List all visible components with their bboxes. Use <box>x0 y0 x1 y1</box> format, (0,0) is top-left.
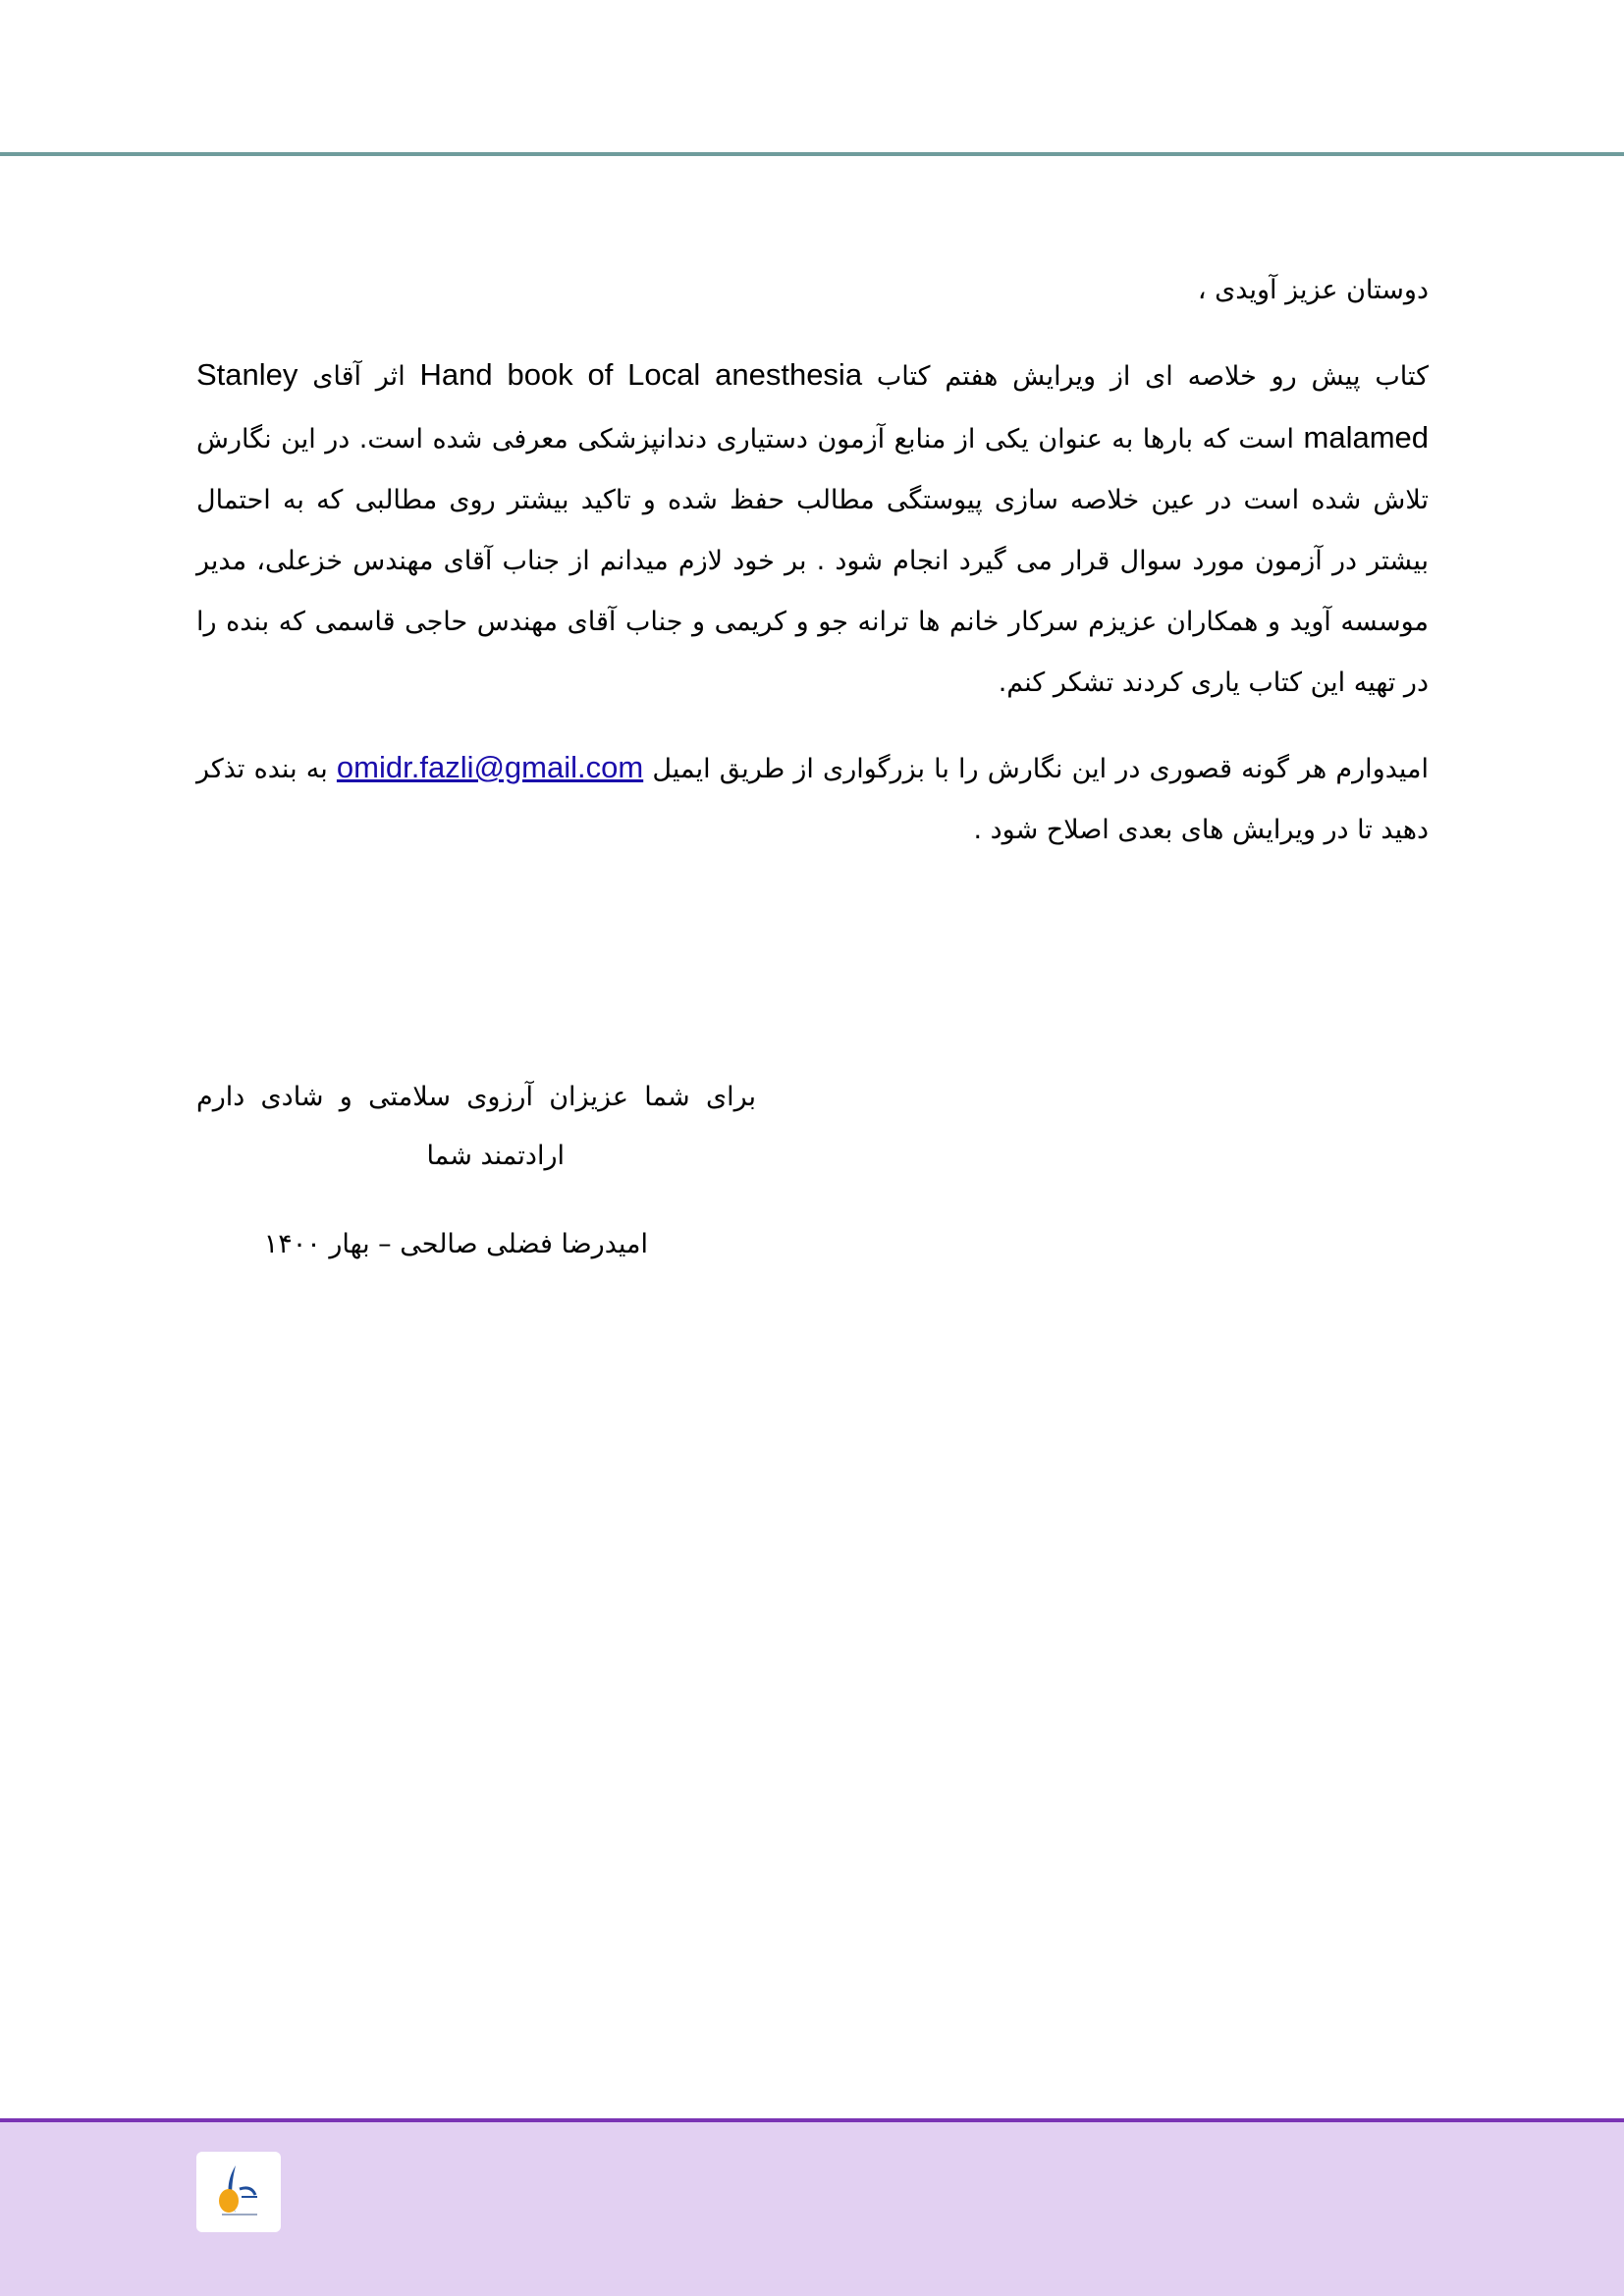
contact-before-email: امیدوارم هر گونه قصوری در این نگارش را با بزرگواری از طریق ایمیل <box>652 754 1429 784</box>
avid-logo-icon <box>196 2152 281 2232</box>
header-divider <box>0 152 1624 156</box>
paragraph-contact <box>196 737 1429 861</box>
author-name: Stanley malamed <box>196 357 1429 454</box>
letter-body <box>196 260 1429 884</box>
book-title: Hand book of Local anesthesia <box>419 357 863 392</box>
closing-regards: ارادتمند شما <box>426 1141 565 1171</box>
contact-after-email: به بنده تذکر دهید تا در ویرایش های بعدی اصلاح شود . <box>196 754 1429 845</box>
intro-text: کتاب پیش رو خلاصه ای از ویرایش هفتم کتاب <box>876 361 1430 392</box>
intro-rest: است که بارها به عنوان یکی از منابع آزمون دستیاری دندانپزشکی معرفی شده است. در این نگارش تلاش شده است در عین خلاصه سازی پیوستگی مطالب حفظ شده و تاکید بیشتر روی مطالبی که به احتمال بیشتر در آزمون مورد سوال قرار می گیرد انجام شود . بر خود لازم میدانم از جناب آقای مهندس خزعلی، مدیر موسسه آوید و همکاران عزیزم سرکار خانم ها ترانه جو و کریمی و جناب آقای مهندس حاجی قاسمی که بنده را در تهیه این کتاب یاری کردند تشکر کنم. <box>196 424 1429 698</box>
email-link[interactable]: omidr.fazli@gmail.com <box>336 750 644 784</box>
paragraph-intro <box>196 345 1429 714</box>
closing-wish: برای شما عزیزان آرزوی سلامتی و شادی دارم <box>196 1082 756 1112</box>
by-text: اثر آقای <box>312 361 406 392</box>
closing-block <box>196 1070 756 1184</box>
page-footer <box>0 2118 1624 2296</box>
signature: امیدرضا فضلی صالحی – بهار ۱۴۰۰ <box>263 1229 648 1259</box>
greeting: دوستان عزیز آویدی ، <box>1197 275 1429 305</box>
logo-graphic <box>196 2152 281 2232</box>
